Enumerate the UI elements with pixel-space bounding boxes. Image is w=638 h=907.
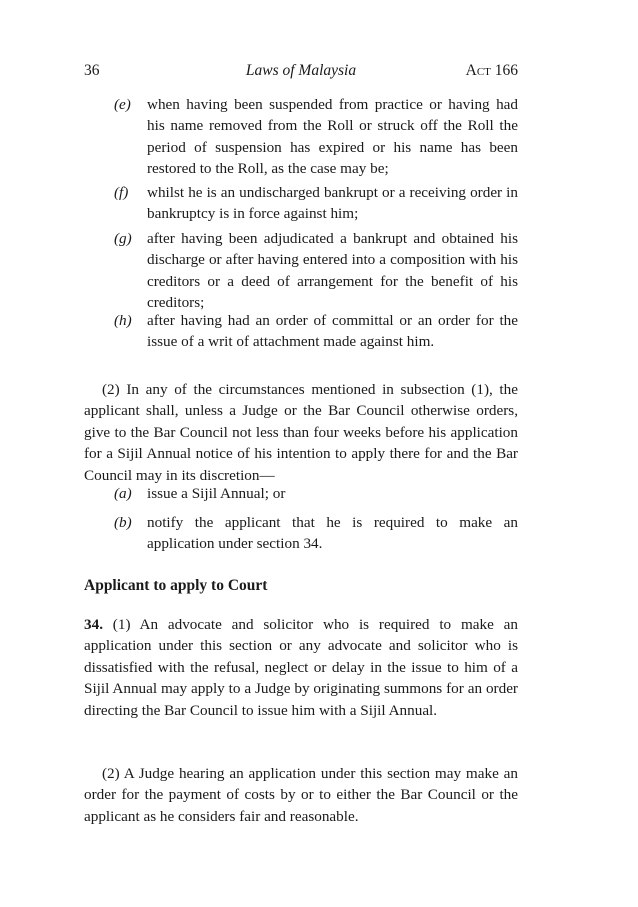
list-item-b: [114, 512, 518, 556]
section-34-sub1-text: (1) An advocate and solicitor who is required to make an application under this section or any advocate and solicitor who is dissatisfied with the refusal, neglect or delay in the issue to him of a Sijil Annual may apply to a Judge by originating summons for an order directing the Bar Council to issue him with a Sijil Annual.: [84, 616, 518, 719]
section-number: 34.: [84, 616, 103, 633]
running-title: Laws of Malaysia: [245, 62, 357, 79]
page-header: [84, 62, 518, 84]
item-label: (e): [114, 96, 131, 113]
list-item-e: [114, 94, 518, 180]
item-label: (h): [114, 312, 132, 329]
item-text: whilst he is an undischarged bankrupt or a receiving order in bankruptcy is in force against him;: [147, 184, 518, 223]
list-item-a: [114, 483, 518, 505]
list-item-g: [114, 228, 518, 314]
act-label: Act 166: [465, 62, 518, 79]
item-text: issue a Sijil Annual; or: [147, 485, 286, 502]
list-item-f: [114, 182, 518, 226]
item-text: after having been adjudicated a bankrupt and obtained his discharge or after having entered into a composition with his creditors or a deed of arrangement for the benefit of his creditors;: [147, 230, 518, 312]
section-34-subsection-1: [84, 614, 518, 721]
item-text: after having had an order of committal or an order for the issue of a writ of attachment made against him.: [147, 312, 518, 351]
list-item-h: [114, 310, 518, 354]
item-label: (g): [114, 230, 132, 247]
page-number: 36: [84, 62, 100, 79]
item-label: (a): [114, 485, 132, 502]
item-label: (f): [114, 184, 129, 201]
item-text: notify the applicant that he is required to make an application under section 34.: [147, 514, 518, 553]
item-text: when having been suspended from practice or having had his name removed from the Roll or struck off the Roll the period of suspension has expired or his name has been restored to the Roll, as the case may be;: [147, 96, 518, 178]
section-34-subsection-2: (2) A Judge hearing an application under this section may make an order for the payment of costs by or to either the Bar Council or the applicant as he considers fair and reasonable.: [84, 765, 518, 825]
section-heading: Applicant to apply to Court: [84, 577, 268, 594]
subsection-2-text: (2) In any of the circumstances mentioned in subsection (1), the applicant shall, unless a Judge or the Bar Council otherwise orders, give to the Bar Council not less than four weeks before his application for a Sijil Annual notice of his intention to apply there for and the Bar Council may in its discretion—: [84, 381, 518, 484]
item-label: (b): [114, 514, 132, 531]
